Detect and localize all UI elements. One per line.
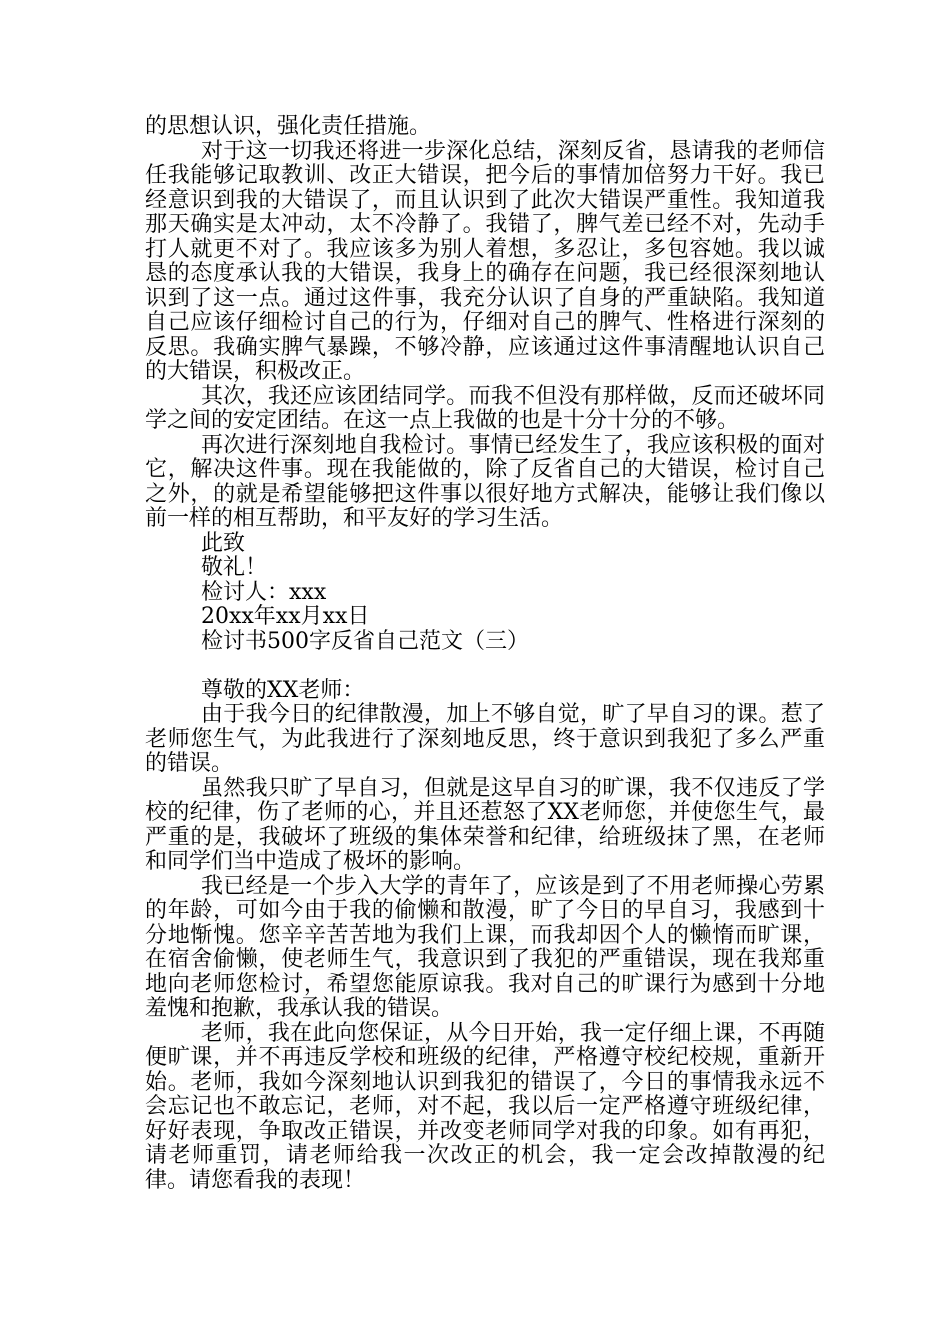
salutation: 尊敬的XX老师： <box>201 677 365 703</box>
body-paragraph: 由于我今日的纪律散漫，加上不够自觉，旷了早自习的课。惹了老师您生气，为此我进行了深刻地反思，终于意识到我犯了多么严重的错误。 <box>145 702 825 776</box>
signer-line: 检讨人：xxx <box>201 579 327 605</box>
section-title: 检讨书500字反省自己范文（三） <box>201 628 529 654</box>
blank-line <box>145 654 825 679</box>
document-page <box>145 115 825 1193</box>
body-paragraph: 我已经是一个步入大学的青年了，应该是到了不用老师操心劳累的年龄，可如今由于我的偷懒和散漫，旷了今日的早自习，我感到十分地惭愧。您辛辛苦苦地为我们上课，而我却因个人的懒惰而旷课，在宿舍偷懒，使老师生气，我意识到了我犯的严重错误，现在我郑重地向老师您检讨，希望您能原谅我。我对自己的旷课行为感到十分地羞愧和抱歉，我承认我的错误。 <box>145 873 825 1021</box>
body-paragraph: 老师，我在此向您保证，从今日开始，我一定仔细上课，不再随便旷课，并不再违反学校和班级的纪律，严格遵守校纪校规，重新开始。老师，我如今深刻地认识到我犯的错误了，今日的事情我永远不会忘记也不敢忘记，老师，对不起，我以后一定严格遵守班级纪律，好好表现，争取改正错误，并改变老师同学对我的印象。如有再犯，请老师重罚，请老师给我一次改正的机会，我一定会改掉散漫的纪律。请您看我的表现！ <box>145 1020 825 1193</box>
body-paragraph: 其次，我还应该团结同学。而我不但没有那样做，反而还破坏同学之间的安定团结。在这一点上我做的也是十分十分的不够。 <box>145 383 825 433</box>
body-paragraph: 对于这一切我还将进一步深化总结，深刻反省，恳请我的老师信任我能够记取教训、改正大错误，把今后的事情加倍努力干好。我已经意识到我的大错误了，而且认识到了此次大错误严重性。我知道我那天确实是太冲动，太不冷静了。我错了，脾气差已经不对，先动手打人就更不对了。我应该多为别人着想，多忍让，多包容她。我以诚恳的态度承认我的大错误，我身上的确存在问题，我已经很深刻地认识到了这一点。通过这件事，我充分认识了自身的严重缺陷。我知道自己应该仔细检讨自己的行为，仔细对自己的脾气、性格进行深刻的反思。我确实脾气暴躁，不够冷静，应该通过这件事清醒地认识自己的大错误，积极改正。 <box>145 138 825 384</box>
closing-line: 此致 <box>201 530 246 556</box>
body-paragraph: 再次进行深刻地自我检讨。事情已经发生了，我应该积极的面对它，解决这件事。现在我能做的，除了反省自己的大错误，检讨自己之外，的就是希望能够把这件事以很好地方式解决，能够让我们像以前一样的相互帮助，和平友好的学习生活。 <box>145 432 825 531</box>
intro-tail-text: 的思想认识，强化责任措施。 <box>145 114 432 139</box>
date-line: 20xx年xx月xx日 <box>201 604 370 629</box>
body-paragraph: 虽然我只旷了早自习，但就是这早自习的旷课，我不仅违反了学校的纪律，伤了老师的心，并且还惹怒了XX老师您，并使您生气，最严重的是，我破坏了班级的集体荣誉和纪律，给班级抹了黑，在老师和同学们当中造成了极坏的影响。 <box>145 775 825 874</box>
closing-salute: 敬礼！ <box>201 555 268 580</box>
